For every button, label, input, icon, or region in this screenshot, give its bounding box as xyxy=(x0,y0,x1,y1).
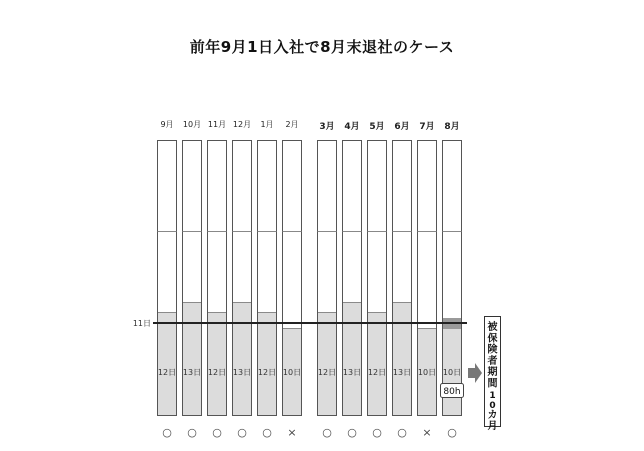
result-char: カ xyxy=(487,409,498,421)
days-label: 13日 xyxy=(342,368,362,377)
days-label: 13日 xyxy=(392,368,412,377)
month-label: 1月 xyxy=(260,120,274,129)
month-label: 12月 xyxy=(232,120,252,129)
month-label: 11月 xyxy=(207,120,227,129)
month-label: 3月 xyxy=(319,122,335,132)
result-char: 険 xyxy=(487,344,498,356)
days-label: 10日 xyxy=(417,368,437,377)
result-char: 被 xyxy=(487,322,498,333)
hours-label: 80h xyxy=(443,387,461,397)
days-label: 12日 xyxy=(257,368,277,377)
month-status-mark: ○ xyxy=(237,426,247,439)
result-char: 者 xyxy=(487,355,498,367)
month-status-mark: ○ xyxy=(372,426,382,439)
month-status-mark: ○ xyxy=(322,426,332,439)
days-label: 13日 xyxy=(232,368,252,377)
threshold-label: 11日 xyxy=(132,319,151,328)
month-status-mark: ○ xyxy=(447,426,457,439)
month-label: 8月 xyxy=(444,122,460,132)
work-days-fill xyxy=(158,312,176,415)
work-days-fill xyxy=(393,302,411,415)
work-days-fill xyxy=(368,312,386,415)
work-days-fill xyxy=(233,302,251,415)
result-char: 期 xyxy=(487,367,498,379)
result-char: 月 xyxy=(487,421,498,433)
month-label: 10月 xyxy=(182,120,202,129)
result-char: 1 xyxy=(489,390,496,401)
month-status-mark: ○ xyxy=(397,426,407,439)
month-label: 4月 xyxy=(344,122,360,132)
page-title: 前年9月1日入社で8月末退社のケース xyxy=(189,38,455,56)
work-days-fill xyxy=(208,312,226,415)
result-char: 0 xyxy=(489,400,496,411)
result-char: 保 xyxy=(487,333,498,345)
days-label: 12日 xyxy=(367,368,387,377)
month-status-mark: ○ xyxy=(187,426,197,439)
days-label: 12日 xyxy=(157,368,177,377)
days-label: 12日 xyxy=(207,368,227,377)
month-label: 5月 xyxy=(369,122,385,132)
month-label: 2月 xyxy=(285,120,299,129)
result-char: 間 xyxy=(487,378,498,390)
arrow-icon xyxy=(468,363,482,383)
work-days-fill xyxy=(318,312,336,415)
days-label: 10日 xyxy=(442,368,462,377)
month-status-mark: ○ xyxy=(212,426,222,439)
month-label: 7月 xyxy=(419,122,435,132)
month-status-mark: ○ xyxy=(347,426,357,439)
work-days-fill xyxy=(343,302,361,415)
month-status-mark: ○ xyxy=(262,426,272,439)
month-status-mark: × xyxy=(287,426,297,439)
work-days-fill xyxy=(258,312,276,415)
month-label: 6月 xyxy=(394,122,410,132)
month-status-mark: × xyxy=(422,426,432,439)
month-status-mark: ○ xyxy=(162,426,172,439)
days-label: 12日 xyxy=(317,368,337,377)
days-label: 13日 xyxy=(182,368,202,377)
work-days-fill xyxy=(183,302,201,415)
days-label: 10日 xyxy=(282,368,302,377)
month-label: 9月 xyxy=(160,120,174,129)
